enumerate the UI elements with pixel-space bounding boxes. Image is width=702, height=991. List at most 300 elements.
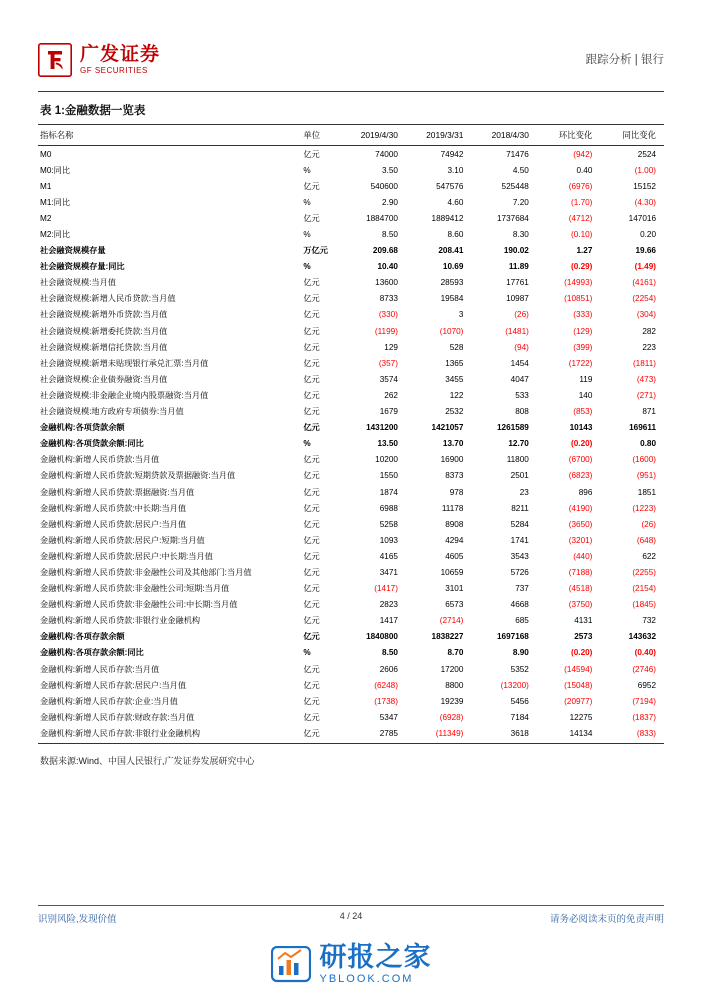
table-row: [38, 581, 664, 597]
table-row: [38, 436, 664, 452]
cell-value: 2573: [574, 632, 593, 642]
cell-value: (14594): [564, 664, 593, 674]
cell-value: 262: [384, 390, 398, 400]
table-row: [38, 661, 664, 677]
cell-value: 8.70: [447, 648, 464, 658]
table-row: [38, 564, 664, 580]
cell-value: 3.10: [447, 165, 464, 175]
cell-value: (473): [636, 374, 656, 384]
cell-value: 119: [579, 374, 593, 384]
cell-value: 4294: [445, 535, 464, 545]
cell-value: 8.30: [512, 230, 529, 240]
cell-value: 3101: [445, 584, 464, 594]
cell-value: 14134: [537, 725, 601, 743]
watermark-name-cn: 研报之家: [319, 942, 432, 972]
cell-value: 1741: [510, 535, 529, 545]
column-header-unit: 单位: [297, 125, 340, 146]
cell-value: 7184: [510, 712, 529, 722]
cell-indicator-name: 社会融资规模:企业债券融资:当月值: [40, 374, 168, 384]
cell-indicator-name: 金融机构:各项存款余额: [40, 632, 125, 642]
cell-unit: 亿元: [303, 487, 320, 497]
cell-indicator-name: 社会融资规模:非金融企业境内股票融资:当月值: [40, 390, 209, 400]
cell-indicator-name: 金融机构:新增人民币贷款:居民户:短期:当月值: [40, 535, 205, 545]
brand-logo: [38, 43, 160, 77]
cell-unit: 亿元: [303, 584, 320, 594]
cell-value: 15152: [633, 181, 656, 191]
cell-value: 533: [515, 390, 529, 400]
cell-unit: 亿元: [303, 390, 320, 400]
table-row: [38, 420, 664, 436]
cell-indicator-name: 金融机构:新增人民币贷款:非金融性公司及其他部门:当月值: [40, 567, 252, 577]
cell-value: 8800: [445, 680, 464, 690]
cell-value: 74000: [375, 149, 398, 159]
cell-value: 143632: [628, 632, 656, 642]
cell-value: 896: [578, 487, 593, 497]
watermark-name-en: YBLOOK.COM: [319, 973, 414, 985]
cell-indicator-name: 金融机构:新增人民币存款:非银行业金融机构: [38, 725, 297, 743]
cell-value: 10987: [506, 294, 529, 304]
cell-value: 808: [515, 407, 529, 417]
table-header-row: [38, 125, 664, 146]
cell-unit: 亿元: [303, 567, 320, 577]
cell-unit: 亿元: [303, 213, 320, 223]
cell-value: 2524: [637, 149, 656, 159]
cell-value: 282: [642, 326, 656, 336]
cell-indicator-name: M1: [40, 181, 52, 191]
cell-unit: %: [303, 197, 311, 207]
table-row: [38, 275, 664, 291]
cell-indicator-name: 金融机构:新增人民币贷款:票据融资:当月值: [40, 487, 195, 497]
cell-value: (440): [573, 551, 593, 561]
cell-value: 0.40: [576, 165, 593, 175]
cell-unit: 亿元: [303, 181, 320, 191]
cell-value: (1481): [505, 326, 529, 336]
cell-value: 3.50: [382, 165, 398, 175]
cell-unit: %: [303, 165, 311, 175]
column-header-2018-04-30: 2018/4/30: [471, 125, 536, 146]
cell-indicator-name: M2: [40, 213, 52, 223]
column-header-yoy-change: 同比变化: [600, 125, 664, 146]
cell-value: 10.40: [377, 262, 398, 272]
cell-value: 8.50: [382, 648, 398, 658]
cell-unit: %: [303, 648, 311, 658]
cell-unit: 亿元: [303, 616, 320, 626]
cell-unit: 亿元: [303, 149, 320, 159]
cell-value: (2714): [439, 616, 464, 626]
table-row: [38, 452, 664, 468]
table-row: [38, 693, 664, 709]
cell-value: 209.68: [372, 246, 398, 256]
cell-value: 13.70: [442, 439, 464, 449]
table-row: [38, 226, 664, 242]
table-row: [38, 259, 664, 275]
cell-value: 8908: [445, 519, 464, 529]
cell-value: (330): [378, 310, 398, 320]
cell-value: 1454: [510, 358, 529, 368]
cell-indicator-name: M1:同比: [40, 197, 71, 207]
cell-value: 685: [515, 616, 529, 626]
cell-value: 6573: [445, 600, 464, 610]
cell-value: 4668: [510, 600, 529, 610]
cell-value: (1600): [632, 455, 656, 465]
cell-indicator-name: 社会融资规模:新增委托贷款:当月值: [40, 326, 168, 336]
cell-value: (3750): [568, 600, 593, 610]
cell-value: 3618: [471, 725, 536, 743]
cell-value: (0.20): [571, 648, 593, 658]
cell-unit: %: [303, 262, 311, 272]
cell-unit: 亿元: [297, 725, 340, 743]
cell-value: 1431200: [366, 423, 398, 433]
cell-value: (6248): [374, 680, 398, 690]
cell-value: (1417): [374, 584, 398, 594]
cell-value: 1889412: [431, 213, 464, 223]
cell-value: (1811): [632, 358, 656, 368]
cell-indicator-name: 社会融资规模:新增未贴现银行承兑汇票:当月值: [40, 358, 209, 368]
column-header-2019-03-31: 2019/3/31: [406, 125, 471, 146]
cell-value: 3: [458, 310, 464, 320]
cell-unit: 亿元: [303, 503, 320, 513]
cell-value: 525448: [501, 181, 529, 191]
cell-value: 5456: [510, 696, 529, 706]
cell-value: (4161): [632, 278, 656, 288]
cell-value: 11800: [506, 455, 529, 465]
cell-value: (1.70): [571, 197, 593, 207]
page-number: 4 / 24: [339, 911, 363, 921]
footer-slogan: 识别风险,发现价值: [38, 914, 117, 925]
cell-value: (6976): [568, 181, 593, 191]
cell-value: (7188): [568, 567, 593, 577]
table-row: [38, 307, 664, 323]
cell-value: 1737684: [496, 213, 529, 223]
cell-value: 3543: [510, 551, 529, 561]
cell-value: 8373: [445, 471, 464, 481]
cell-value: (10851): [564, 294, 593, 304]
table-header: [38, 125, 664, 146]
cell-value: (26): [641, 519, 656, 529]
cell-indicator-name: 金融机构:新增人民币存款:企业:当月值: [40, 696, 178, 706]
cell-value: 540600: [370, 181, 398, 191]
cell-value: 871: [642, 407, 656, 417]
cell-value: 978: [449, 487, 464, 497]
cell-value: (2154): [632, 584, 656, 594]
column-header-mom-change: 环比变化: [537, 125, 601, 146]
cell-value: 5726: [510, 567, 529, 577]
cell-value: 71476: [506, 149, 529, 159]
cell-indicator-name: 金融机构:新增人民币贷款:非金融性公司:短期:当月值: [40, 584, 230, 594]
cell-value: 2606: [379, 664, 398, 674]
cell-value: (11349): [406, 725, 471, 743]
cell-value: 13600: [375, 278, 398, 288]
cell-value: 208.41: [438, 246, 464, 256]
table-row: [38, 548, 664, 564]
cell-value: 0.80: [640, 439, 656, 449]
cell-value: 547576: [436, 181, 464, 191]
cell-value: 0.20: [640, 230, 656, 240]
cell-value: (15048): [564, 680, 593, 690]
header-category-label: 跟踪分析 | 银行: [585, 54, 664, 66]
table-caption: 表 1:金融数据一览表: [40, 105, 146, 117]
watermark-text: [320, 944, 432, 985]
cell-value: (3201): [568, 535, 593, 545]
cell-value: 4131: [574, 616, 593, 626]
cell-value: (648): [636, 535, 656, 545]
cell-value: 147016: [628, 213, 656, 223]
table-row: [38, 709, 664, 725]
cell-unit: 亿元: [303, 664, 320, 674]
table-row: [38, 404, 664, 420]
cell-value: 17761: [506, 278, 529, 288]
cell-value: 6952: [637, 680, 656, 690]
cell-indicator-name: 金融机构:各项存款余额:同比: [40, 648, 144, 658]
brand-logo-text: [80, 45, 160, 75]
cell-value: 23: [519, 487, 529, 497]
cell-value: 8.60: [447, 230, 464, 240]
cell-value: 12275: [569, 712, 593, 722]
table-row: [38, 629, 664, 645]
cell-value: 169611: [629, 423, 656, 433]
cell-value: 74942: [440, 149, 464, 159]
cell-indicator-name: 金融机构:各项贷款余额: [40, 423, 125, 433]
cell-value: (3650): [568, 519, 593, 529]
cell-value: 8.90: [512, 648, 529, 658]
cell-unit: 亿元: [303, 680, 320, 690]
table-row: [38, 291, 664, 307]
cell-value: (4518): [568, 584, 593, 594]
cell-value: (2255): [632, 567, 656, 577]
cell-value: 737: [515, 584, 529, 594]
table-row: [38, 645, 664, 661]
cell-value: (129): [573, 326, 593, 336]
cell-unit: 亿元: [303, 423, 320, 433]
cell-value: (1.00): [634, 165, 656, 175]
cell-indicator-name: 金融机构:新增人民币贷款:短期贷款及票据融资:当月值: [40, 471, 236, 481]
brand-name-en: GF SECURITIES: [80, 65, 148, 75]
column-header-2019-04-30: 2019/4/30: [341, 125, 406, 146]
cell-indicator-name: M0: [40, 149, 52, 159]
cell-value: 2823: [379, 600, 398, 610]
table-row: [38, 387, 664, 403]
table-row: [38, 500, 664, 516]
cell-unit: 亿元: [303, 294, 320, 304]
cell-value: (951): [636, 471, 656, 481]
cell-value: 4047: [510, 374, 529, 384]
cell-value: 122: [449, 390, 464, 400]
cell-unit: 亿元: [303, 358, 320, 368]
cell-value: 5284: [510, 519, 529, 529]
cell-value: 1874: [379, 487, 398, 497]
cell-value: 16900: [440, 455, 464, 465]
table-row: [38, 339, 664, 355]
cell-value: 1421057: [431, 423, 464, 433]
cell-value: (1223): [632, 503, 656, 513]
cell-value: 19.66: [635, 246, 656, 256]
cell-unit: 亿元: [303, 519, 320, 529]
cell-value: 1093: [379, 535, 398, 545]
cell-value: 528: [449, 342, 464, 352]
cell-value: (357): [378, 358, 398, 368]
cell-value: (94): [514, 342, 529, 352]
cell-value: 4.50: [512, 165, 529, 175]
column-header-indicator: 指标名称: [38, 125, 297, 146]
cell-value: (853): [573, 407, 593, 417]
cell-value: (26): [514, 310, 529, 320]
cell-unit: %: [303, 439, 311, 449]
cell-unit: %: [303, 230, 311, 240]
brand-name-cn: 广发证券: [80, 43, 161, 65]
table-row: [38, 516, 664, 532]
cell-value: (0.40): [634, 648, 656, 658]
cell-unit: 亿元: [303, 326, 320, 336]
cell-value: (14993): [564, 278, 593, 288]
table-row: [38, 162, 664, 178]
page-header: [38, 0, 664, 86]
cell-value: 2785: [341, 725, 406, 743]
cell-value: (7194): [632, 696, 656, 706]
cell-value: 10659: [440, 567, 464, 577]
cell-value: 732: [642, 616, 656, 626]
cell-value: 11178: [441, 503, 464, 513]
financial-data-table: [38, 124, 664, 744]
cell-indicator-name: M0:同比: [40, 165, 71, 175]
table-row: [38, 532, 664, 548]
cell-value: (1070): [439, 326, 464, 336]
cell-unit: 亿元: [303, 712, 320, 722]
cell-value: 3455: [445, 374, 464, 384]
cell-value: 8211: [511, 503, 529, 513]
cell-value: 1261589: [496, 423, 529, 433]
cell-value: 223: [642, 342, 656, 352]
cell-value: (304): [636, 310, 656, 320]
cell-unit: 亿元: [303, 310, 320, 320]
page-footer: [38, 905, 664, 925]
cell-value: (0.20): [571, 439, 593, 449]
cell-unit: 亿元: [303, 342, 320, 352]
header-divider: [38, 91, 664, 92]
cell-value: 4165: [379, 551, 398, 561]
cell-indicator-name: 社会融资规模:当月值: [40, 278, 116, 288]
cell-unit: 亿元: [303, 471, 320, 481]
cell-value: 4605: [445, 551, 464, 561]
cell-unit: 亿元: [303, 407, 320, 417]
footer-disclaimer: 请务必阅读末页的免责声明: [549, 914, 664, 925]
cell-value: 10.69: [442, 262, 464, 272]
cell-unit: 亿元: [303, 632, 320, 642]
cell-indicator-name: 金融机构:新增人民币贷款:居民户:中长期:当月值: [40, 551, 213, 561]
cell-value: 4.60: [447, 197, 464, 207]
cell-value: 1851: [637, 487, 656, 497]
cell-indicator-name: 金融机构:新增人民币存款:当月值: [40, 664, 160, 674]
source-note: 数据来源:Wind、中国人民银行,广发证券发展研究中心: [40, 755, 255, 766]
cell-value: (942): [573, 149, 593, 159]
cell-value: 1884700: [366, 213, 398, 223]
cell-unit: 亿元: [303, 455, 320, 465]
cell-value: (1.49): [634, 262, 656, 272]
cell-indicator-name: 金融机构:新增人民币贷款:中长期:当月值: [40, 503, 187, 513]
cell-value: (1845): [632, 600, 656, 610]
cell-value: (6928): [439, 712, 464, 722]
cell-value: 1697168: [496, 632, 529, 642]
cell-value: 1838227: [431, 632, 464, 642]
table-row: [38, 468, 664, 484]
cell-value: 7.20: [512, 197, 529, 207]
table-row: [38, 178, 664, 194]
table-row: [38, 597, 664, 613]
table-body: [38, 146, 664, 744]
cell-indicator-name: 社会融资规模:新增外币贷款:当月值: [40, 310, 168, 320]
cell-value: 3471: [379, 567, 398, 577]
cell-value: 28593: [440, 278, 464, 288]
cell-value: 622: [642, 551, 656, 561]
cell-value: 8733: [379, 294, 398, 304]
cell-indicator-name: M2:同比: [40, 230, 71, 240]
cell-indicator-name: 金融机构:各项贷款余额:同比: [40, 439, 144, 449]
cell-indicator-name: 金融机构:新增人民币贷款:非银行业金融机构: [40, 616, 201, 626]
cell-value: 1365: [445, 358, 464, 368]
cell-value: 8.50: [382, 230, 398, 240]
cell-value: 10143: [569, 423, 593, 433]
cell-value: (4712): [568, 213, 593, 223]
cell-indicator-name: 金融机构:新增人民币贷款:非金融性公司:中长期:当月值: [40, 600, 238, 610]
cell-value: 6988: [379, 503, 398, 513]
cell-value: (399): [573, 342, 593, 352]
cell-indicator-name: 社会融资规模:新增信托贷款:当月值: [40, 342, 168, 352]
cell-unit: 亿元: [303, 535, 320, 545]
cell-value: 1417: [379, 616, 398, 626]
cell-value: 5258: [379, 519, 398, 529]
cell-value: 190.02: [503, 246, 529, 256]
watermark-brand: [0, 944, 702, 985]
cell-indicator-name: 金融机构:新增人民币存款:居民户:当月值: [40, 680, 187, 690]
cell-unit: 亿元: [303, 551, 320, 561]
chart-bars-icon: [271, 946, 311, 984]
table-row: [38, 484, 664, 500]
cell-unit: 亿元: [303, 600, 320, 610]
cell-unit: 亿元: [303, 696, 320, 706]
cell-value: 11.89: [508, 262, 529, 272]
cell-value: 5352: [510, 664, 529, 674]
cell-value: 140: [578, 390, 593, 400]
cell-value: (1199): [374, 326, 398, 336]
cell-value: (1722): [568, 358, 593, 368]
table-row: [38, 371, 664, 387]
cell-value: (0.29): [571, 262, 593, 272]
table-row: [38, 210, 664, 226]
table-row: [38, 323, 664, 339]
cell-unit: 亿元: [303, 374, 320, 384]
cell-value: 17200: [440, 664, 464, 674]
cell-value: 19239: [440, 696, 464, 706]
cell-indicator-name: 金融机构:新增人民币贷款:居民户:当月值: [40, 519, 187, 529]
cell-value: 12.70: [508, 439, 529, 449]
cell-value: (4.30): [634, 197, 656, 207]
table-row: [38, 355, 664, 371]
cell-indicator-name: 社会融资规模存量: [40, 246, 106, 256]
table-row: [38, 146, 664, 163]
cell-value: (2254): [632, 294, 656, 304]
table-row: [38, 677, 664, 693]
cell-value: 19584: [440, 294, 464, 304]
cell-value: (0.10): [571, 230, 593, 240]
cell-indicator-name: 社会融资规模:新增人民币贷款:当月值: [40, 294, 176, 304]
cell-indicator-name: 金融机构:新增人民币贷款:当月值: [40, 455, 160, 465]
footer-divider: [38, 905, 664, 906]
gf-securities-logo-icon: [38, 43, 72, 77]
cell-value: 1679: [379, 407, 398, 417]
cell-value: (6700): [568, 455, 593, 465]
cell-unit: 万亿元: [303, 246, 328, 256]
table-row: [38, 613, 664, 629]
cell-value: (2746): [632, 664, 656, 674]
